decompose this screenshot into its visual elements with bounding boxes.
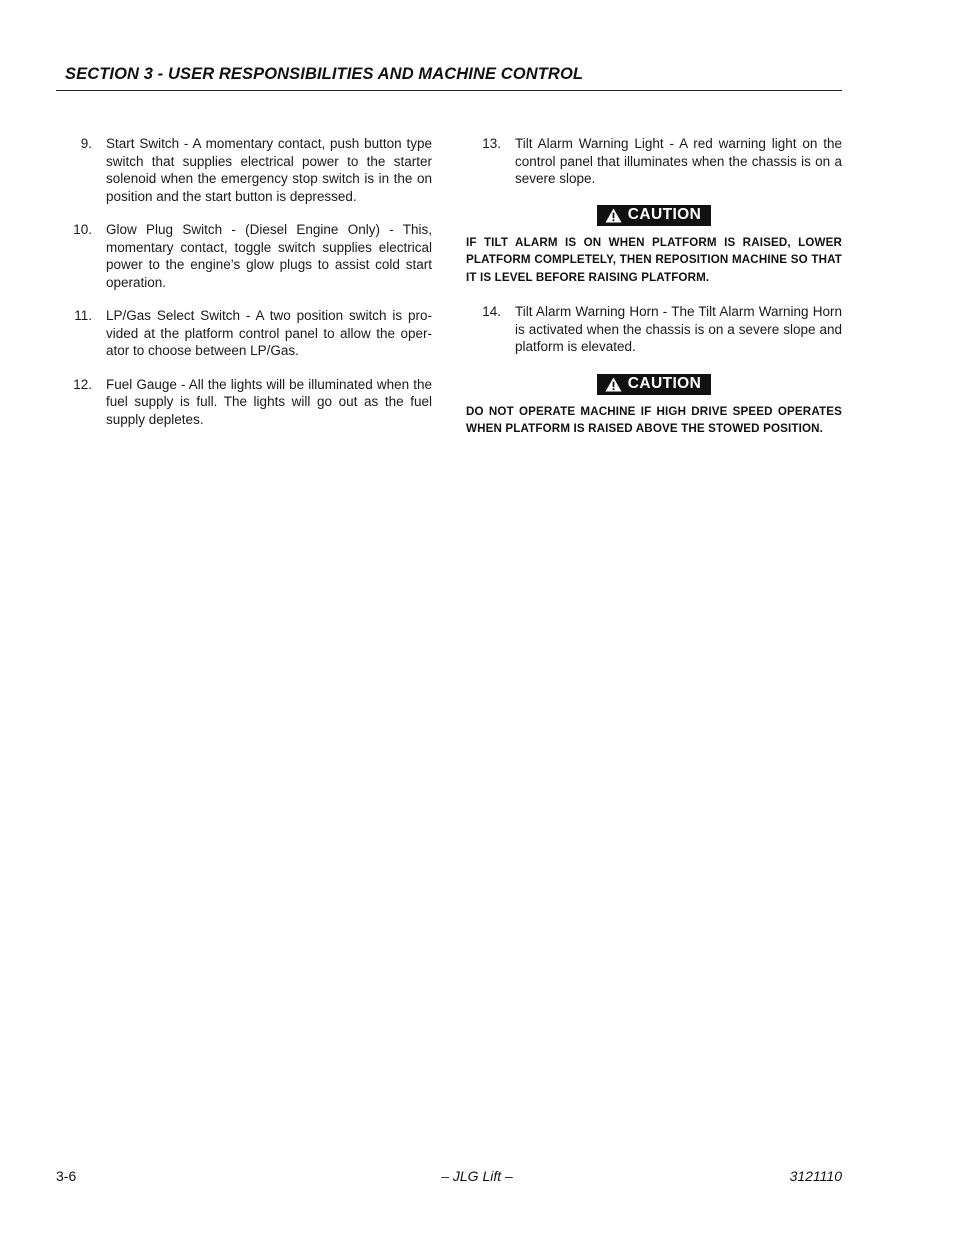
left-column <box>66 135 432 428</box>
item-text: Start Switch - A momentary contact, push button type switch that supplies electrical power to the starter solenoid when the emergency stop switch is in the on position and the start button is depressed. <box>106 136 432 204</box>
page-number: 3-6 <box>56 1168 77 1184</box>
list-item-13 <box>466 135 842 188</box>
section-title: SECTION 3 - USER RESPONSIBILITIES AND MACHINE CONTROL <box>65 65 584 83</box>
list-item-9 <box>66 135 432 205</box>
item-text: Fuel Gauge - All the lights will be illuminated when the fuel supply is full. The lights will go out as the fuel supply depletes. <box>106 376 432 427</box>
right-column <box>466 135 842 438</box>
item-number: 14. <box>482 304 501 319</box>
caution-block-2 <box>466 374 842 438</box>
item-text: Glow Plug Switch - (Diesel Engine Only) - This, momentary contact, toggle switch supplies electrical power to the engine’s glow plugs to assist cold start operation. <box>106 222 432 290</box>
footer-brand: – JLG Lift – <box>441 1168 513 1184</box>
item-text: LP/Gas Select Switch - A two position switch is pro-vided at the platform control panel to allow the oper-ator to choose between LP/Gas. <box>106 308 432 358</box>
caution-block-1 <box>466 205 842 287</box>
warning-triangle-icon <box>605 208 622 223</box>
list-item-14 <box>466 303 842 356</box>
item-number: 13. <box>482 136 501 151</box>
caution-label: CAUTION <box>627 375 702 392</box>
item-text: Tilt Alarm Warning Horn - The Tilt Alarm Warning Horn is activated when the chassis is on a severe slope and platform is elevated. <box>515 304 842 354</box>
caution-text: DO NOT OPERATE MACHINE IF HIGH DRIVE SPEED OPERATES WHEN PLATFORM IS RAISED ABOVE THE STOWED POSITION. <box>466 404 842 435</box>
item-text: Tilt Alarm Warning Light - A red warning light on the control panel that illuminates when the chassis is on a severe slope. <box>515 136 842 186</box>
list-item-11 <box>66 307 432 360</box>
caution-badge <box>597 374 711 395</box>
caution-label: CAUTION <box>627 206 702 223</box>
item-number: 10. <box>73 222 92 237</box>
caution-badge <box>597 205 711 226</box>
item-number: 11. <box>74 308 92 323</box>
document-number: 3121110 <box>789 1168 842 1184</box>
item-number: 12. <box>73 376 92 392</box>
section-header <box>56 64 842 91</box>
item-number: 9. <box>80 136 92 151</box>
list-item-12 <box>66 376 432 429</box>
caution-text: IF TILT ALARM IS ON WHEN PLATFORM IS RAISED, LOWER PLATFORM COMPLETELY, THEN REPOSITION MACHINE SO THAT IT IS LEVEL BEFORE RAISING PLATFORM. <box>466 235 842 284</box>
warning-triangle-icon <box>605 377 622 392</box>
list-item-10 <box>66 221 432 291</box>
